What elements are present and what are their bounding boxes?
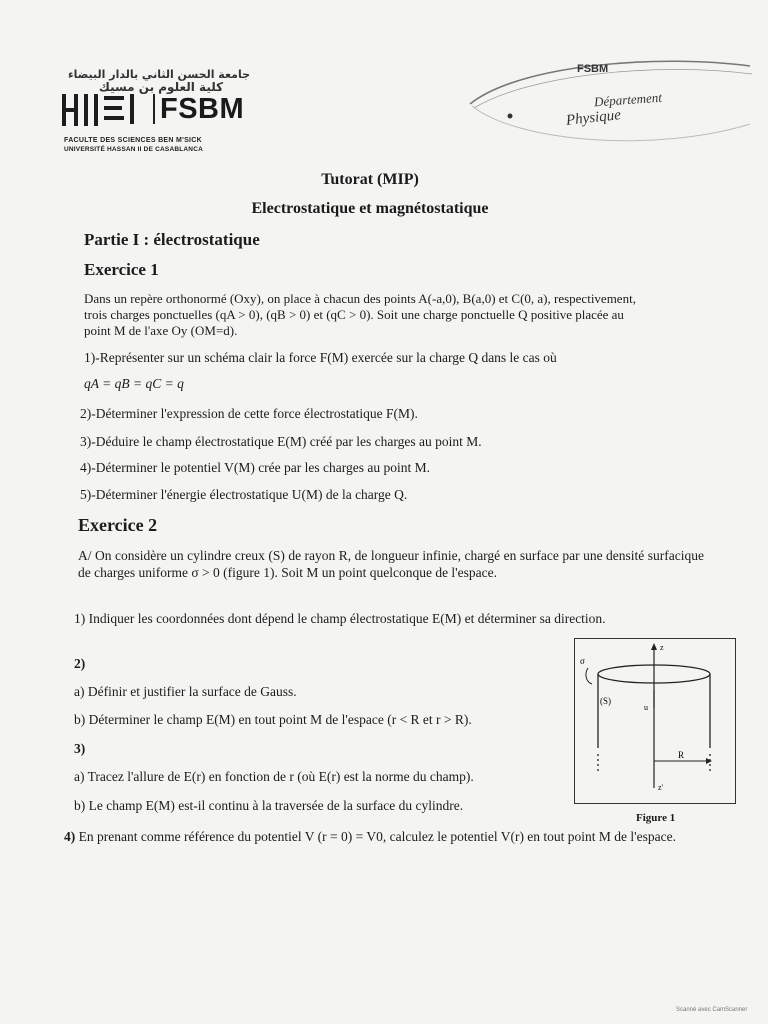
faculty-logo-text: FSBM: [160, 93, 245, 125]
exercise-2-question-4-text: En prenant comme référence du potentiel V (r = 0) = V0, calculez le potentiel V(r) en tout point M de l'espace.: [78, 829, 676, 844]
exercise-1-condition: qA = qB = qC = q: [84, 376, 184, 391]
department-script-2: Physique: [565, 107, 622, 129]
department-logo-text: FSBM: [577, 63, 609, 75]
arabic-university-name: جامعة الحسن الثاني بالدار البيضاء: [67, 68, 251, 81]
exercise-2-question-3b: b) Le champ E(M) est-il continu à la traversée de la surface du cylindre.: [74, 798, 464, 813]
scanner-watermark: Scanné avec CamScanner: [676, 1007, 748, 1013]
logo-divider: [153, 94, 155, 124]
department-script-1: Département: [593, 89, 663, 110]
exercise-1-question-5: 5)-Déterminer l'énergie électrostatique U(M) de la charge Q.: [80, 487, 408, 502]
arabic-faculty-name: كلية العلوم بن مسيك: [98, 80, 224, 94]
label-sigma: σ: [580, 656, 585, 666]
label-u: u: [644, 703, 648, 712]
exercise-2-question-2a: a) Définir et justifier la surface de Gauss.: [74, 684, 297, 699]
exercise-2-question-1: 1) Indiquer les coordonnées dont dépend le champ électrostatique E(M) et déterminer sa direction.: [74, 611, 606, 626]
exercise-1-question-1: 1)-Représenter sur un schéma clair la force F(M) exercée sur la charge Q dans le cas où: [84, 350, 557, 365]
figure-caption: Figure 1: [636, 812, 676, 824]
exercise-1-heading: Exercice 1: [84, 260, 159, 279]
cylinder-figure: [574, 638, 736, 804]
exercise-2-question-4: [64, 828, 704, 846]
exercise-2-statement: A/ On considère un cylindre creux (S) de rayon R, de longueur infinie, chargé en surface par une densité surfacique de charges uniforme σ > 0 (figure 1). Soit M un point quelconque de l'espace.: [78, 548, 704, 580]
exercise-1-statement: Dans un repère orthonormé (Oxy), on place à chacun des points A(-a,0), B(a,0) et C(0, a), respectivement, trois charges ponctuelles (qA > 0), (qB > 0) et (qC > 0). Soit une charge ponctuelle Q positive placée au point M de l'axe Oy (OM=d).: [84, 291, 636, 338]
exercise-2-heading: Exercice 2: [78, 515, 158, 535]
university-name: UNIVERSITÉ HASSAN II DE CASABLANCA: [64, 146, 203, 153]
exercise-1-question-4: 4)-Déterminer le potentiel V(M) crée par les charges au point M.: [80, 460, 430, 475]
label-z: z: [660, 643, 664, 652]
exercise-1-question-3: 3)-Déduire le champ électrostatique E(M) créé par les charges au point M.: [80, 434, 482, 449]
document-title: Tutorat (MIP): [321, 171, 419, 188]
label-R: R: [678, 750, 685, 760]
exercise-2-question-2b: b) Déterminer le champ E(M) en tout point M de l'espace (r < R et r > R).: [74, 712, 472, 727]
university-logo-icon: [60, 90, 150, 130]
exercise-2-question-4-label: 4): [64, 829, 76, 844]
exercise-1-question-2: 2)-Déterminer l'expression de cette force électrostatique F(M).: [80, 406, 418, 421]
exercise-2-question-2-label: 2): [74, 656, 86, 671]
exercise-2-question-3-label: 3): [74, 741, 86, 756]
faculty-name: FACULTE DES SCIENCES BEN M'SICK: [64, 137, 203, 144]
label-zprime: z': [658, 783, 663, 792]
label-S: (S): [600, 696, 611, 706]
document-subtitle: Electrostatique et magnétostatique: [251, 200, 489, 217]
part-heading: Partie I : électrostatique: [84, 230, 260, 249]
exercise-2-question-3a: a) Tracez l'allure de E(r) en fonction de r (où E(r) est la norme du champ).: [74, 769, 474, 784]
